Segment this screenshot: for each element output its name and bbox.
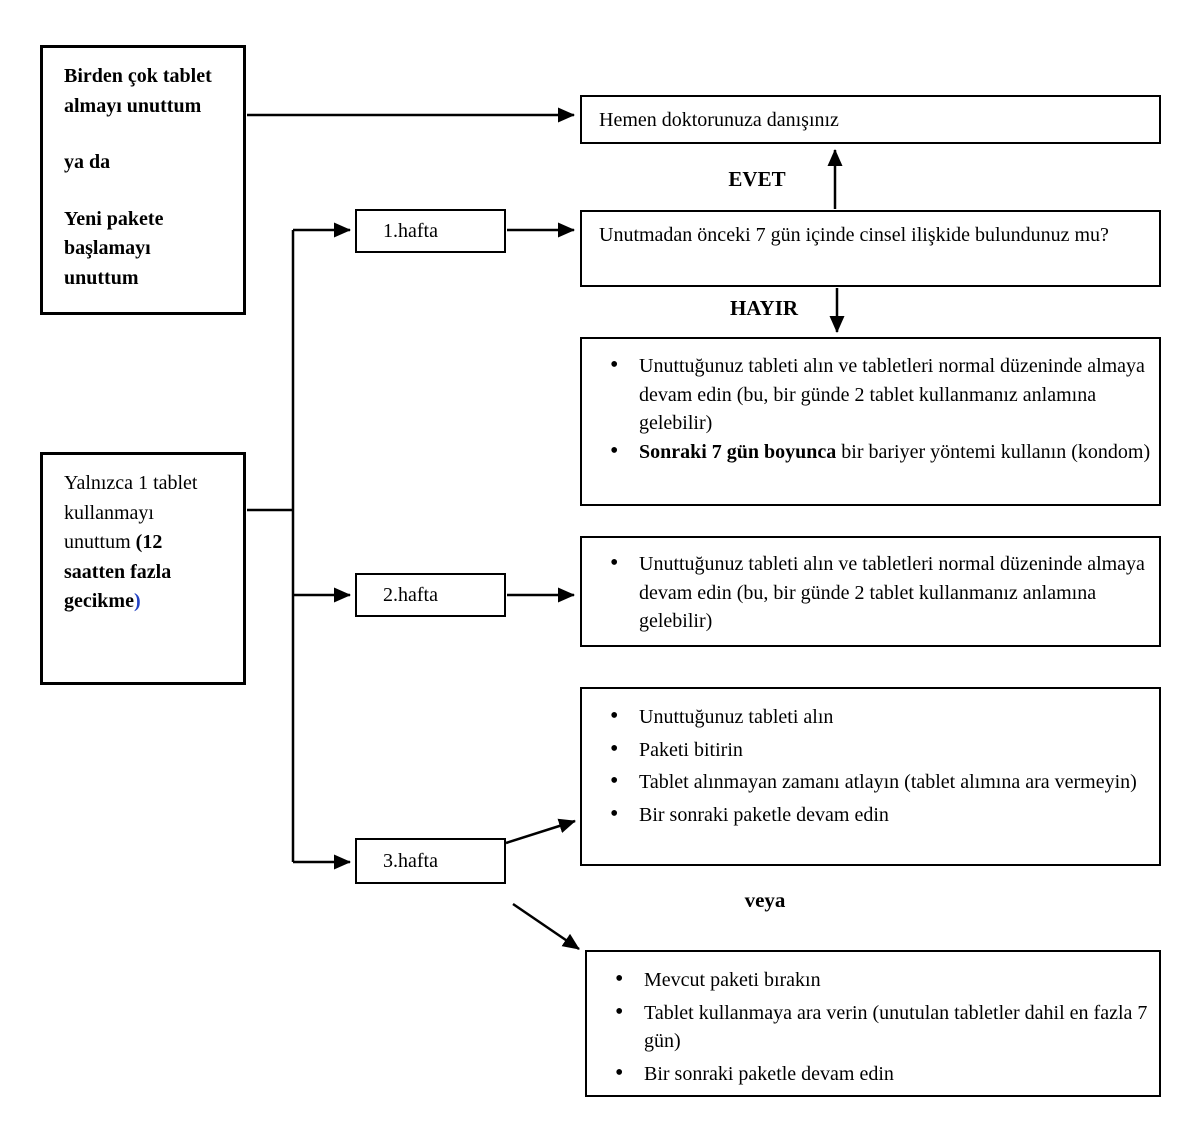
- node-week1: [355, 209, 506, 253]
- single-missed-text: [64, 469, 217, 617]
- arrow-week3-to-advice-stop: [513, 904, 579, 949]
- node-multiple-missed: [40, 45, 246, 315]
- bullet-item: [587, 966, 1159, 995]
- bullet-item: [582, 768, 1159, 797]
- text-segment: Sonraki 7 gün boyunca: [639, 440, 837, 463]
- node-week3-advice-stop: [585, 950, 1161, 1097]
- node-week1-advice: [580, 337, 1161, 506]
- text-segment: Unuttuğunuz tableti alın: [639, 706, 834, 728]
- text-segment: Paketi bitirin: [639, 738, 743, 761]
- text-segment: Unuttuğunuz tableti alın ve tabletleri normal düzeninde almaya devam edin (bu, bir günde 2 tablet kullanmanız anlamına gelebilir): [639, 553, 1145, 632]
- node-question: [580, 210, 1161, 287]
- bullet-item: [582, 438, 1159, 467]
- text-segment: Bir sonraki paketle devam edin: [639, 803, 889, 826]
- text-segment: Tablet kullanmaya ara verin (unutulan tabletler dahil en fazla 7 gün): [644, 1001, 1148, 1052]
- node-week2: [355, 573, 506, 617]
- text-segment: (12 saatten fazla gecikme: [64, 531, 172, 612]
- text-line: Birden çok tablet almayı unuttum: [64, 65, 212, 117]
- node-single-missed: [40, 452, 246, 685]
- consult-doctor-text: Hemen doktorunuza danışınız: [599, 108, 839, 131]
- week2-advice-list: [582, 550, 1159, 636]
- node-week2-advice: [580, 536, 1161, 647]
- bullet-item: [587, 999, 1159, 1056]
- label-no: HAYIR: [729, 296, 799, 320]
- text-segment: Bir sonraki paketle devam edin: [644, 1062, 894, 1085]
- text-segment: ): [133, 590, 141, 612]
- bullet-item: [582, 801, 1159, 830]
- bullet-item: [582, 736, 1159, 765]
- label-or: veya: [744, 888, 786, 912]
- week1-label: 1.hafta: [383, 220, 438, 242]
- bullet-item: [587, 1060, 1159, 1089]
- node-week3-advice-continue: [580, 687, 1161, 866]
- label-yes: EVET: [728, 167, 786, 191]
- text-line: Yeni pakete başlamayı unuttum: [64, 207, 164, 289]
- node-week3: [355, 838, 506, 884]
- bullet-item: [582, 550, 1159, 636]
- week2-label: 2.hafta: [383, 584, 438, 606]
- bullet-item: [582, 352, 1159, 438]
- text-segment: Unuttuğunuz tableti alın ve tabletleri normal düzeninde almaya devam edin (bu, bir günde 2 tablet kullanmanız anlamına gelebilir): [639, 355, 1145, 434]
- text-segment: bir bariyer yöntemi kullanın (kondom): [836, 440, 1151, 463]
- text-segment: Tablet alınmayan zamanı atlayın (tablet alımına ara vermeyin): [639, 771, 1137, 793]
- bullet-item: [582, 703, 1159, 732]
- node-consult-doctor: [580, 95, 1161, 144]
- text-line: ya da: [64, 151, 111, 173]
- text-segment: Mevcut paketi bırakın: [644, 969, 821, 991]
- week3-label: 3.hafta: [383, 850, 438, 872]
- question-text: Unutmadan önceki 7 gün içinde cinsel ilişkide bulundunuz mu?: [599, 224, 1109, 246]
- week3-advice-stop-list: [587, 966, 1159, 1088]
- week1-advice-list: [582, 352, 1159, 466]
- week3-advice-continue-list: [582, 703, 1159, 829]
- text-segment: Yalnızca 1 tablet kullanmayı unuttum: [64, 472, 198, 553]
- arrow-week3-to-advice-continue: [506, 821, 575, 843]
